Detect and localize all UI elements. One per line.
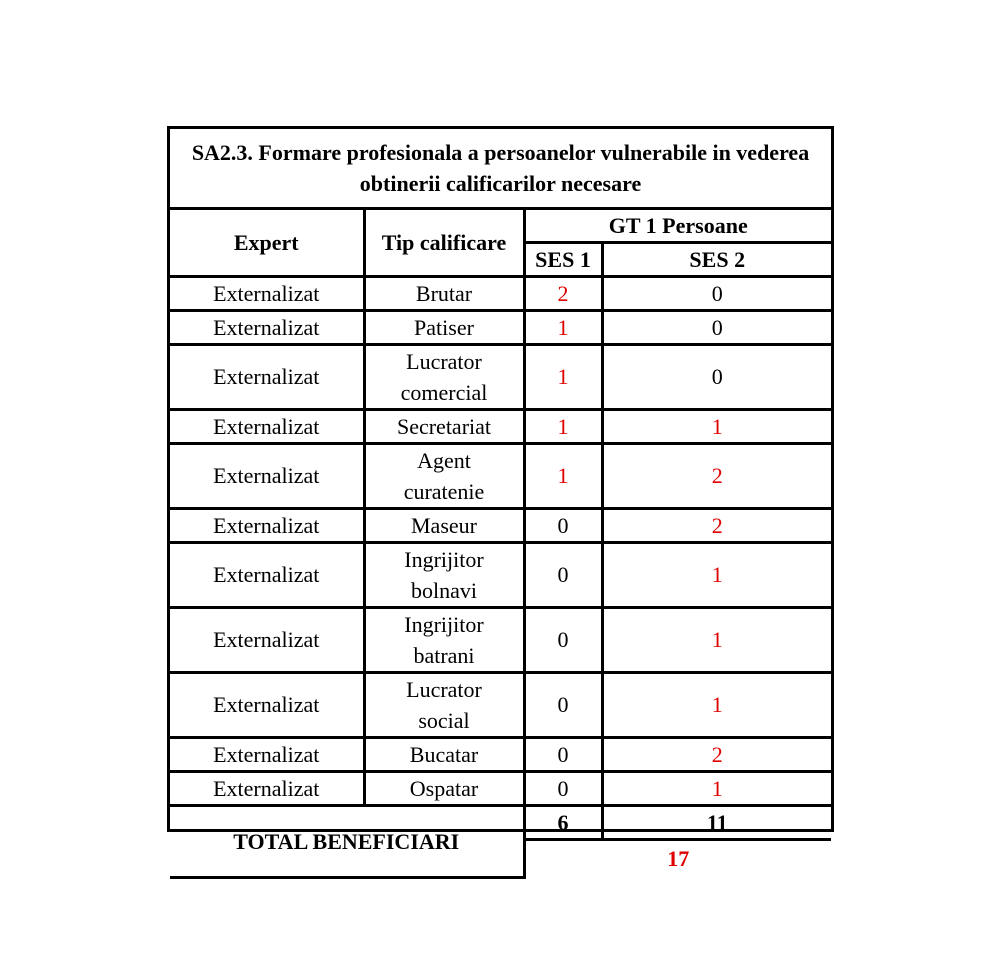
cell-tip-calificare: Secretariat: [364, 409, 524, 443]
table-row: [170, 443, 831, 508]
table-row: [170, 607, 831, 672]
beneficiaries-table: [170, 129, 831, 879]
table-row: [170, 672, 831, 737]
cell-tip-calificare: Ingrijitor bolnavi: [364, 542, 524, 607]
header-expert: Expert: [170, 208, 364, 276]
header-ses1: SES 1: [524, 242, 602, 276]
cell-ses1: 0: [524, 672, 602, 737]
header-row: [170, 208, 831, 242]
cell-tip-calificare: Patiser: [364, 310, 524, 344]
cell-ses2: 1: [602, 409, 831, 443]
cell-ses1: 1: [524, 443, 602, 508]
table-row: [170, 737, 831, 771]
cell-tip-calificare: Maseur: [364, 508, 524, 542]
cell-expert: Externalizat: [170, 443, 364, 508]
grand-total: 17: [524, 839, 831, 877]
cell-expert: Externalizat: [170, 672, 364, 737]
title-row: [170, 129, 831, 208]
total-ses2: 11: [602, 805, 831, 839]
cell-ses2: 0: [602, 344, 831, 409]
cell-expert: Externalizat: [170, 771, 364, 805]
cell-ses2: 2: [602, 443, 831, 508]
cell-tip-calificare: Brutar: [364, 276, 524, 310]
table-row: [170, 276, 831, 310]
cell-ses1: 0: [524, 737, 602, 771]
cell-ses2: 1: [602, 607, 831, 672]
cell-ses1: 2: [524, 276, 602, 310]
cell-tip-calificare: Lucrator social: [364, 672, 524, 737]
cell-ses1: 0: [524, 771, 602, 805]
cell-ses2: 2: [602, 508, 831, 542]
cell-ses1: 0: [524, 508, 602, 542]
total-label: TOTAL BENEFICIARI: [170, 805, 524, 877]
cell-ses2: 2: [602, 737, 831, 771]
table-row: [170, 310, 831, 344]
table-row: [170, 771, 831, 805]
table-row: [170, 344, 831, 409]
beneficiaries-table-frame: [167, 126, 834, 872]
cell-tip-calificare: Ingrijitor batrani: [364, 607, 524, 672]
cell-expert: Externalizat: [170, 409, 364, 443]
cell-tip-calificare: Ospatar: [364, 771, 524, 805]
cell-ses2: 0: [602, 310, 831, 344]
total-row: [170, 805, 831, 839]
cell-tip-calificare: Lucrator comercial: [364, 344, 524, 409]
table-title: SA2.3. Formare profesionala a persoanelor vulnerabile in vederea obtinerii calificarilor necesare: [170, 129, 831, 208]
cell-tip-calificare: Bucatar: [364, 737, 524, 771]
table-row: [170, 542, 831, 607]
cell-ses1: 1: [524, 310, 602, 344]
cell-ses1: 0: [524, 542, 602, 607]
cell-expert: Externalizat: [170, 310, 364, 344]
cell-ses2: 1: [602, 672, 831, 737]
cell-expert: Externalizat: [170, 542, 364, 607]
header-ses2: SES 2: [602, 242, 831, 276]
cell-expert: Externalizat: [170, 276, 364, 310]
table-row: [170, 409, 831, 443]
cell-ses2: 1: [602, 771, 831, 805]
cell-ses1: 1: [524, 344, 602, 409]
cell-expert: Externalizat: [170, 607, 364, 672]
cell-ses1: 0: [524, 607, 602, 672]
cell-tip-calificare: Agent curatenie: [364, 443, 524, 508]
total-ses1: 6: [524, 805, 602, 839]
header-group: GT 1 Persoane: [524, 208, 831, 242]
cell-expert: Externalizat: [170, 508, 364, 542]
cell-expert: Externalizat: [170, 344, 364, 409]
header-tip-calificare: Tip calificare: [364, 208, 524, 276]
cell-ses2: 0: [602, 276, 831, 310]
table-row: [170, 508, 831, 542]
cell-ses1: 1: [524, 409, 602, 443]
cell-expert: Externalizat: [170, 737, 364, 771]
cell-ses2: 1: [602, 542, 831, 607]
